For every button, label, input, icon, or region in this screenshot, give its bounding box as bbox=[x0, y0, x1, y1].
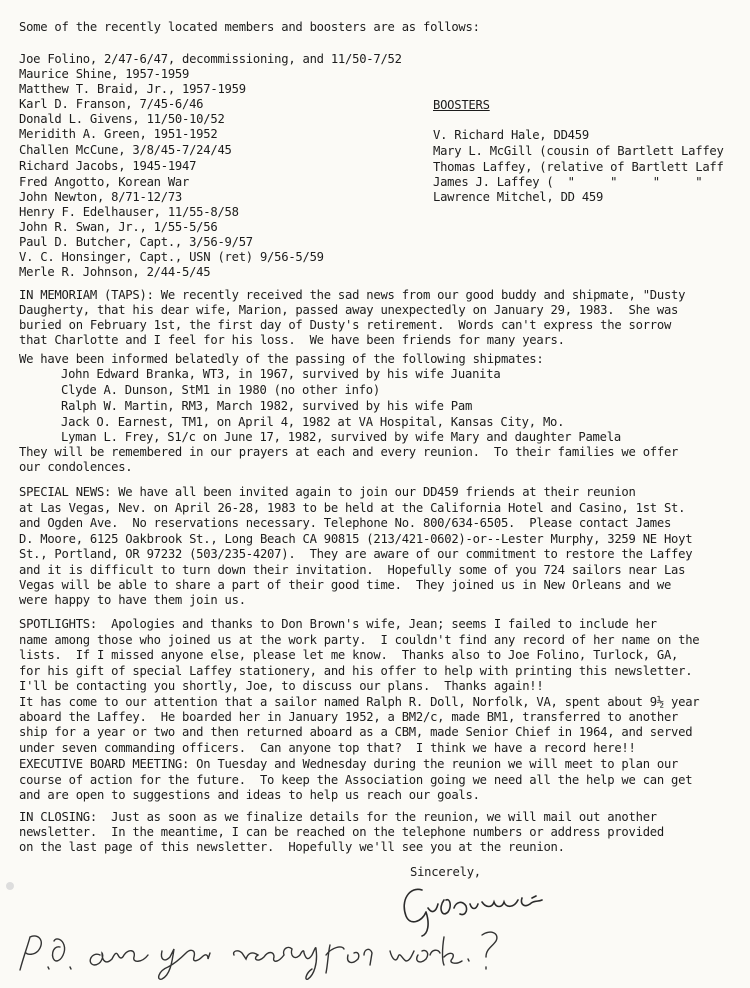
member-entry: Meridith A. Green, 1951-1952 bbox=[19, 127, 218, 141]
intro-text: Some of the recently located members and boosters are as follows: bbox=[19, 20, 480, 34]
member-entry: Matthew T. Braid, Jr., 1957-1959 bbox=[19, 82, 246, 96]
member-entry: Maurice Shine, 1957-1959 bbox=[19, 67, 190, 81]
special-news-line: Vegas will be able to share a part of their good time. They joined us in New Orleans and we bbox=[19, 578, 672, 592]
member-entry: Merle R. Johnson, 2/44-5/45 bbox=[19, 265, 211, 279]
spotlights-line: SPOTLIGHTS: Apologies and thanks to Don Brown's wife, Jean; seems I failed to include her bbox=[19, 617, 657, 631]
passing-entry: Clyde A. Dunson, StM1 in 1980 (no other info) bbox=[61, 383, 380, 397]
booster-entry: Lawrence Mitchel, DD 459 bbox=[433, 190, 604, 204]
paper-speck bbox=[6, 882, 14, 890]
sign-off: Sincerely, bbox=[410, 865, 481, 879]
closing-line: IN CLOSING: Just as soon as we finalize details for the reunion, we will mail out another bbox=[19, 810, 657, 824]
member-entry: John R. Swan, Jr., 1/55-5/56 bbox=[19, 220, 218, 234]
spotlights-line: lists. If I missed anyone else, please let me know. Thanks also to Joe Folino, Turlock, GA, bbox=[19, 648, 679, 662]
passings-close-line: our condolences. bbox=[19, 460, 133, 474]
special-news-line: and Ogden Ave. No reservations necessary. Telephone No. 800/634-6505. Please contact James bbox=[19, 516, 672, 530]
member-entry: V. C. Honsinger, Capt., USN (ret) 9/56-5/59 bbox=[19, 250, 324, 264]
spotlights-line: I'll be contacting you shortly, Joe, to discuss our plans. Thanks again!! bbox=[19, 679, 544, 693]
booster-entry: Mary L. McGill (cousin of Bartlett Laffey bbox=[433, 144, 724, 158]
passings-intro: We have been informed belatedly of the passing of the following shipmates: bbox=[19, 352, 544, 366]
member-entry: Paul D. Butcher, Capt., 3/56-9/57 bbox=[19, 235, 253, 249]
booster-entry: James J. Laffey ( " " " " bbox=[433, 175, 703, 189]
spotlights-line: for his gift of special Laffey stationery, and his offer to help with printing this newsletter. bbox=[19, 664, 693, 678]
member-entry: Donald L. Givens, 11/50-10/52 bbox=[19, 112, 225, 126]
spotlights-line: under seven commanding officers. Can anyone top that? I think we have a record here!! bbox=[19, 741, 636, 755]
special-news-line: at Las Vegas, Nev. on April 26-28, 1983 to be held at the California Hotel and Casino, 1st St. bbox=[19, 501, 686, 515]
special-news-line: SPECIAL NEWS: We have all been invited again to join our DD459 friends at their reunion bbox=[19, 485, 636, 499]
executive-board-line: and are open to suggestions and ideas to help us reach our goals. bbox=[19, 788, 480, 802]
member-entry: John Newton, 8/71-12/73 bbox=[19, 190, 183, 204]
booster-entry: Thomas Laffey, (relative of Bartlett Laff bbox=[433, 160, 724, 174]
member-entry: Joe Folino, 2/47-6/47, decommissioning, and 11/50-7/52 bbox=[19, 52, 402, 66]
booster-entry: V. Richard Hale, DD459 bbox=[433, 128, 589, 142]
spotlights-line: ship for a year or two and then returned aboard as a CBM, made Senior Chief in 1964, and served bbox=[19, 725, 693, 739]
spotlights-line: name among those who joined us at the work party. I couldn't find any record of her name on the bbox=[19, 633, 700, 647]
member-entry: Challen McCune, 3/8/45-7/24/45 bbox=[19, 143, 232, 157]
special-news-line: and it is difficult to turn down their invitation. Hopefully some of you 724 sailors near Las bbox=[19, 563, 686, 577]
memoriam-line: IN MEMORIAM (TAPS): We recently received the sad news from our good buddy and shipmate, "Dusty bbox=[19, 288, 686, 302]
member-entry: Richard Jacobs, 1945-1947 bbox=[19, 159, 197, 173]
executive-board-line: course of action for the future. To keep the Association going we need all the help we can get bbox=[19, 773, 693, 787]
spotlights-line: It has come to our attention that a sailor named Ralph R. Doll, Norfolk, VA, spent about 9½ year bbox=[19, 695, 700, 709]
passings-close-line: They will be remembered in our prayers at each and every reunion. To their families we offer bbox=[19, 445, 679, 459]
memoriam-line: that Charlotte and I feel for his loss. We have been friends for many years. bbox=[19, 333, 565, 347]
closing-line: newsletter. In the meantime, I can be reached on the telephone numbers or address provided bbox=[19, 825, 664, 839]
executive-board-line: EXECUTIVE BOARD MEETING: On Tuesday and Wednesday during the reunion we will meet to plan our bbox=[19, 757, 679, 771]
member-entry: Henry F. Edelhauser, 11/55-8/58 bbox=[19, 205, 239, 219]
passing-entry: Jack O. Earnest, TM1, on April 4, 1982 at VA Hospital, Kansas City, Mo. bbox=[61, 415, 565, 429]
passing-entry: Lyman L. Frey, S1/c on June 17, 1982, survived by wife Mary and daughter Pamela bbox=[61, 430, 621, 444]
special-news-line: were happy to have them join us. bbox=[19, 593, 246, 607]
member-entry: Karl D. Franson, 7/45-6/46 bbox=[19, 97, 204, 111]
closing-line: on the last page of this newsletter. Hopefully we'll see you at the reunion. bbox=[19, 840, 565, 854]
memoriam-line: buried on February 1st, the first day of Dusty's retirement. Words can't express the sorrow bbox=[19, 318, 672, 332]
passing-entry: Ralph W. Martin, RM3, March 1982, survived by his wife Pam bbox=[61, 399, 473, 413]
memoriam-line: Daugherty, that his dear wife, Marion, passed away unexpectedly on January 29, 1983. She was bbox=[19, 303, 679, 317]
special-news-line: D. Moore, 6125 Oakbrook St., Long Beach CA 90815 (213/421-0602)-or--Lester Murphy, 3259 NE Hoyt bbox=[19, 532, 693, 546]
spotlights-line: aboard the Laffey. He boarded her in January 1952, a BM2/c, made BM1, transferred to another bbox=[19, 710, 679, 724]
boosters-heading: BOOSTERS bbox=[433, 98, 490, 112]
special-news-line: St., Portland, OR 97232 (503/235-4207). They are aware of our commitment to restore the Laffey bbox=[19, 547, 693, 561]
passing-entry: John Edward Branka, WT3, in 1967, survived by his wife Juanita bbox=[61, 367, 501, 381]
member-entry: Fred Angotto, Korean War bbox=[19, 175, 190, 189]
postscript-handwriting bbox=[12, 915, 517, 985]
